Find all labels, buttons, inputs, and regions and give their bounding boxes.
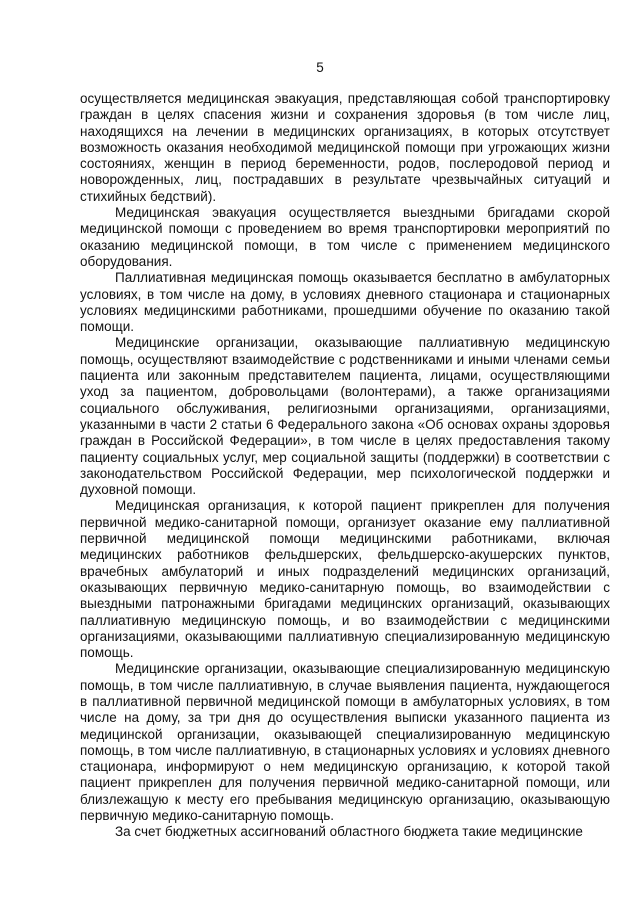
paragraph-primary-care-organization: Медицинская организация, к которой пациент прикреплен для получения первичной медико-санитарной помощи, организует оказание ему паллиативной первичной медицинской помощи медицинскими работниками, включая медицинских работников фельдшерских, фельдшерско-акушерских пунктов, врачебных амбулаторий и иных подразделений медицинских организаций, оказывающих первичную медико-санитарную помощь, во взаимодействии с выездными патронажными бригадами медицинских организаций, оказывающих паллиативную медицинскую помощь, и во взаимодействии с медицинскими организациями, оказывающими паллиативную специализированную медицинскую помощь. <box>80 498 610 661</box>
page-number: 5 <box>316 60 324 75</box>
paragraph-specialized-care-notification: Медицинские организации, оказывающие специализированную медицинскую помощь, в том числе паллиативную, в случае выявления пациента, нуждающегося в паллиативной первичной медицинской помощи в амбулаторных условиях, в том числе на дому, за три дня до осуществления выписки указанного пациента из медицинской организации, оказывающей специализированную медицинскую помощь, в том числе паллиативную, в стационарных условиях и условиях дневного стационара, информируют о нем медицинскую организацию, к которой такой пациент прикреплен для получения первичной медико-санитарной помощи, или близлежащую к месту его пребывания медицинскую организацию, оказывающую первичную медико-санитарную помощь. <box>80 661 610 824</box>
paragraph-budget-funding: За счет бюджетных ассигнований областного бюджета такие медицинские <box>115 824 583 840</box>
paragraph-evacuation-teams: Медицинская эвакуация осуществляется выездными бригадами скорой медицинской помощи с проведением во время транспортировки мероприятий по оказанию медицинской помощи, в том числе с применением медицинского оборудования. <box>80 205 610 269</box>
document-body <box>80 91 610 841</box>
paragraph-palliative-interaction: Медицинские организации, оказывающие паллиативную медицинскую помощь, осуществляют взаимодействие с родственниками и иными членами семьи пациента или законным представителем пациента, лицами, осуществляющими уход за пациентом, добровольцами (волонтерами), а также организациями социального обслуживания, религиозными организациями, организациями, указанными в части 2 статьи 6 Федерального закона «Об основах охраны здоровья граждан в Российской Федерации», в том числе в целях предоставления такому пациенту социальных услуг, мер социальной защиты (поддержки) в соответствии с законодательством Российской Федерации, мер психологической поддержки и духовной помощи. <box>80 335 610 498</box>
paragraph-medical-evacuation-continued: осуществляется медицинская эвакуация, представляющая собой транспортировку граждан в целях спасения жизни и сохранения здоровья (в том числе лиц, находящихся на лечении в медицинских организациях, в которых отсутствует возможность оказания необходимой медицинской помощи при угрожающих жизни состояниях, женщин в период беременности, родов, послеродовой период и новорожденных, лиц, пострадавших в результате чрезвычайных ситуаций и стихийных бедствий). <box>80 91 610 204</box>
paragraph-palliative-care-free: Паллиативная медицинская помощь оказывается бесплатно в амбулаторных условиях, в том числе на дому, в условиях дневного стационара и стационарных условиях медицинскими работниками, прошедшими обучение по оказанию такой помощи. <box>80 270 610 335</box>
